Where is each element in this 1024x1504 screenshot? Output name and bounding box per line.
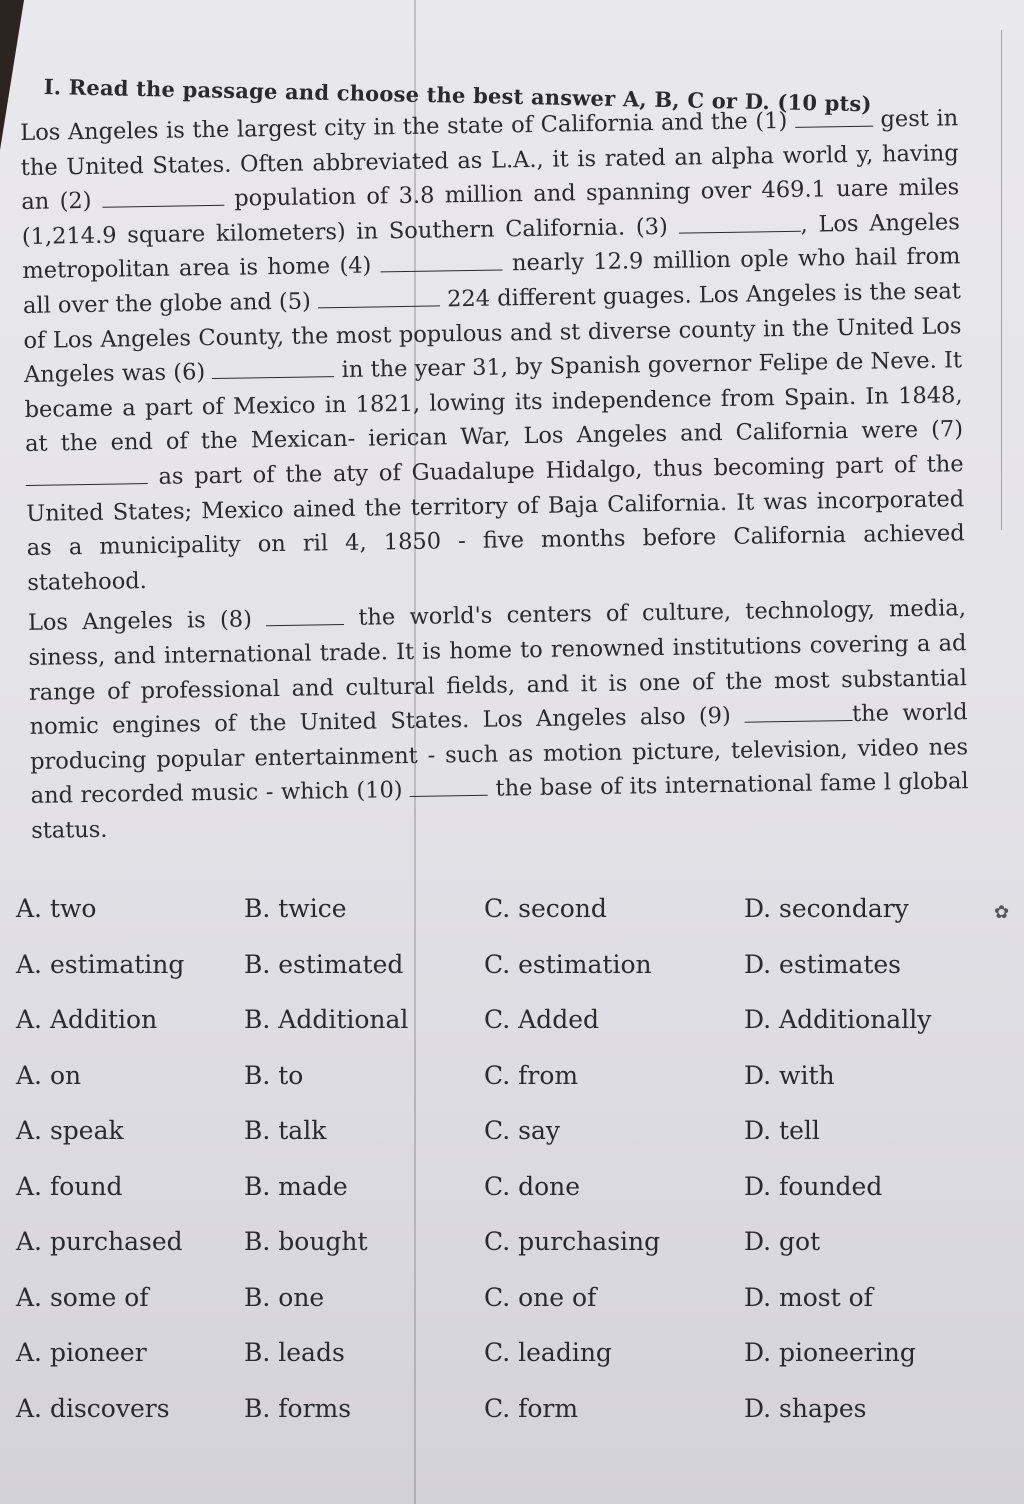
option-b[interactable]: B. to [244, 1060, 304, 1090]
option-d[interactable]: D. shapes [744, 1393, 867, 1423]
blank-1[interactable] [795, 106, 873, 128]
option-d[interactable]: D. most of [744, 1282, 873, 1312]
blank-5[interactable] [318, 285, 440, 308]
passage-text: nearly 12.9 million ople who hail from all over the globe and (5) [22, 243, 961, 319]
blank-8[interactable] [266, 604, 344, 626]
option-d[interactable]: D. tell [744, 1116, 820, 1145]
passage-text: Los Angeles is the largest city in the state of California and the (1) [20, 107, 788, 146]
option-a[interactable]: A. Addition [16, 1005, 158, 1034]
option-row-8 [16, 1283, 1006, 1339]
option-c[interactable]: C. say [484, 1116, 560, 1145]
option-a[interactable]: A. found [16, 1171, 123, 1201]
option-d[interactable]: D. estimates [744, 949, 901, 979]
exercise-heading: I. Read the passage and choose the best answer A, B, C or D. (10 pts) [43, 74, 872, 117]
option-c[interactable]: C. leading [484, 1338, 612, 1367]
option-a[interactable]: A. estimating [16, 949, 185, 979]
option-a[interactable]: A. pioneer [16, 1338, 147, 1367]
option-c[interactable]: C. one of [484, 1282, 597, 1312]
passage-text: gest in the United States. Often abbreviated as L.A., it is rated an alpha world [20, 105, 959, 181]
option-d[interactable]: D. secondary [744, 894, 909, 923]
option-a[interactable]: A. two [16, 894, 97, 923]
option-b[interactable]: B. leads [244, 1338, 345, 1367]
option-a[interactable]: A. purchased [16, 1227, 183, 1256]
option-row-6 [16, 1172, 1006, 1228]
option-b[interactable]: B. bought [244, 1227, 368, 1256]
option-a[interactable]: A. on [16, 1060, 82, 1090]
passage-text: , Los Angeles metropolitan area is home (4) [22, 209, 960, 285]
option-d[interactable]: D. founded [744, 1171, 883, 1201]
passage-text: the world's centers of culture, technology, media, siness, and international trade. It is home to renowned institutions covering a ad range of professional and cultural fields, and it is one of the most substantial nomic engines of the United States. Los Angeles also (9) [28, 595, 968, 741]
option-c[interactable]: C. form [484, 1393, 579, 1423]
option-b[interactable]: B. one [244, 1282, 325, 1312]
option-c[interactable]: C. estimation [484, 949, 652, 979]
passage-text: the world producing popular entertainment - such as motion picture, television, video nes and recorded music - which (10) [29, 699, 969, 810]
option-b[interactable]: B. talk [244, 1116, 327, 1145]
option-b[interactable]: B. twice [244, 894, 347, 923]
option-row-4 [16, 1061, 1006, 1117]
passage-text: as part of the aty of Guadalupe Hidalgo, thus becoming part of the United States; Mexico ained the territory of Baja California. It was incorporated as a municipality on ril 4, 1850 - five months before California achieved statehood. [26, 451, 965, 596]
answer-options [16, 894, 1006, 1449]
passage-paragraph-2 [28, 592, 970, 849]
option-a[interactable]: A. discovers [16, 1393, 170, 1423]
option-row-10 [16, 1394, 1006, 1450]
blank-3[interactable] [678, 211, 800, 234]
option-row-9 [16, 1338, 1006, 1394]
passage-text: the base of its international fame l global status. [31, 768, 969, 844]
option-a[interactable]: A. speak [16, 1116, 124, 1145]
passage-paragraph-1 [20, 101, 965, 600]
blank-9[interactable] [744, 700, 852, 723]
margin-rule [1001, 30, 1002, 530]
option-b[interactable]: B. estimated [244, 949, 404, 979]
option-b[interactable]: B. made [244, 1171, 348, 1201]
option-c[interactable]: C. done [484, 1171, 581, 1201]
passage-text: population of 3.8 million and spanning over 469.1 uare miles (1,214.9 square kilometers) in Southern California. (3) [21, 174, 960, 250]
option-c[interactable]: C. from [484, 1060, 579, 1090]
option-d[interactable]: D. Additionally [744, 1005, 932, 1034]
seal-stamp-icon: ✿ [994, 902, 1010, 923]
option-row-2 [16, 950, 1006, 1006]
blank-6[interactable] [212, 356, 334, 379]
option-b[interactable]: B. forms [244, 1393, 352, 1423]
passage-text: in the year 31, by Spanish governor Felipe de Neve. It became a part of Mexico in 1821, lowing its independence from Spain. In 1848, at the end of the Mexican- ierican War, Los Angeles and California were (7) [24, 347, 964, 458]
blank-10[interactable] [410, 775, 488, 797]
passage-text: 224 different guages. Los Angeles is the seat of Los Angeles County, the most populous and st diverse county in the United Los Angeles was (6) [23, 278, 962, 389]
option-c[interactable]: C. second [484, 894, 607, 923]
reading-passage [20, 101, 969, 854]
option-row-3 [16, 1005, 1006, 1061]
blank-2[interactable] [102, 185, 224, 208]
option-d[interactable]: D. pioneering [744, 1338, 916, 1367]
option-row-1 [16, 894, 1006, 950]
option-d[interactable]: D. with [744, 1060, 835, 1090]
blank-7[interactable] [25, 463, 147, 486]
option-d[interactable]: D. got [744, 1227, 821, 1256]
option-a[interactable]: A. some of [16, 1282, 149, 1312]
option-row-5 [16, 1116, 1006, 1172]
passage-text: y, having an (2) [21, 139, 959, 216]
passage-text: Los Angeles is (8) [27, 606, 253, 637]
option-c[interactable]: C. purchasing [484, 1227, 661, 1256]
option-c[interactable]: C. Added [484, 1005, 599, 1034]
option-row-7 [16, 1227, 1006, 1283]
option-b[interactable]: B. Additional [244, 1005, 409, 1034]
blank-4[interactable] [380, 250, 502, 273]
